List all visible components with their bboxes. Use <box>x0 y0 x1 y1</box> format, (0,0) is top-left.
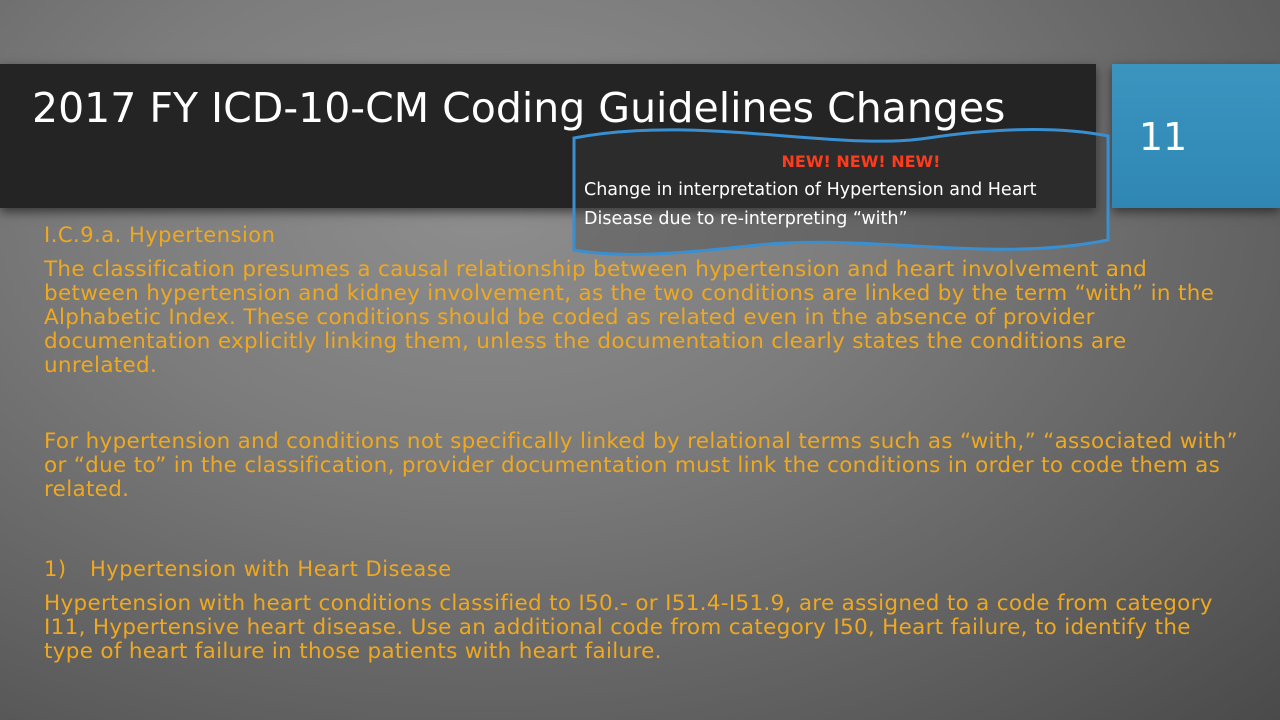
slide-title: 2017 FY ICD-10-CM Coding Guidelines Changes <box>32 84 1006 132</box>
slide-number: 11 <box>1138 115 1188 159</box>
paragraph-heart-disease: Hypertension with heart conditions classified to I50.- or I51.4-I51.9, are assigned to a code from category I11, Hypertensive heart disease. Use an additional code from category I50, Heart failure, to identify the type of heart failure in those patients with heart failure. <box>44 591 1213 664</box>
paragraph-relational-terms: For hypertension and conditions not specifically linked by relational terms such as “with,” “associated with” or “due to” in the classification, provider documentation must link the conditions in order to code them as related. <box>44 429 1238 502</box>
subsection-heading-row <box>44 554 1244 584</box>
section-heading: I.C.9.a. Hypertension <box>44 223 276 247</box>
subsection-heading: Hypertension with Heart Disease <box>90 557 452 581</box>
subsection-number: 1) <box>44 557 67 581</box>
callout-body: Change in interpretation of Hypertension and Heart Disease due to re-interpreting “with” <box>584 180 1037 229</box>
slide-content <box>44 220 1244 664</box>
paragraph-causal-relationship: The classification presumes a causal relationship between hypertension and heart involvement and between hypertension and kidney involvement, as the two conditions are linked by the term “with” in the Alphabetic Index. These conditions should be coded as related even in the absence of provider documentation explicitly linking them, unless the documentation clearly states the conditions are unrelated. <box>44 257 1215 378</box>
callout-heading: NEW! NEW! NEW! <box>781 152 941 171</box>
